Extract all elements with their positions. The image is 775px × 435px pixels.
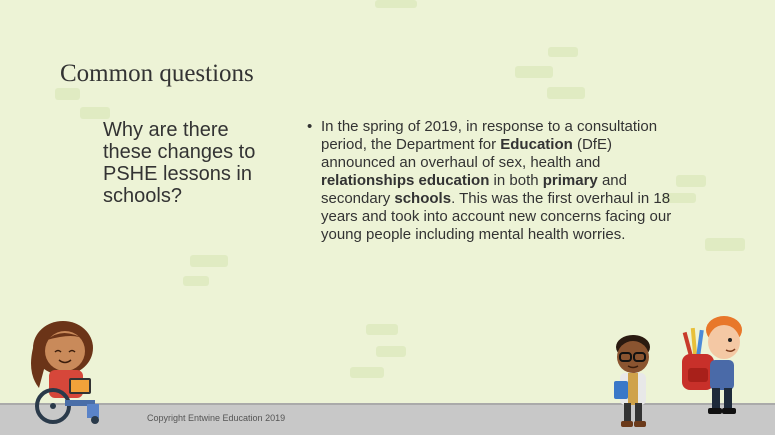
bg-brick — [55, 88, 80, 100]
answer-segment: In the spring of 2019, in response to a consultation period, the Department for — [321, 118, 658, 153]
answer-bold-segment: schools — [394, 190, 452, 207]
bullet-marker: • — [307, 118, 313, 135]
answer-bold-segment: primary — [542, 172, 598, 189]
answer-bold-segment: relationships education — [321, 172, 490, 189]
bg-brick — [705, 238, 745, 251]
answer-bold-segment: Education — [500, 136, 573, 153]
question-text: Why are there these changes to PSHE lessons in schools? — [103, 119, 256, 207]
bg-brick — [366, 324, 398, 335]
bg-brick — [80, 107, 110, 119]
girl-in-wheelchair-illustration — [25, 318, 115, 428]
slide-title: Common questions — [60, 60, 254, 87]
answer-segment: . This was the first overhaul in 18 years and took into account new concerns facing our young people including mental health worries. — [321, 190, 672, 243]
answer-segment: in both — [489, 172, 543, 189]
answer-block — [307, 118, 682, 244]
bg-brick — [375, 0, 417, 8]
bg-brick — [376, 346, 406, 357]
bg-brick — [515, 66, 553, 78]
copyright-footer: Copyright Entwine Education 2019 — [147, 413, 286, 423]
boy-with-backpack-illustration — [680, 312, 750, 422]
answer-text — [321, 118, 682, 244]
bg-brick — [350, 367, 384, 378]
boy-with-book-illustration — [606, 333, 661, 433]
answer-segment: (DfE) announced an overhaul of sex, health and — [321, 136, 612, 171]
bg-brick — [547, 87, 585, 99]
bg-brick — [548, 47, 578, 57]
answer-segment: and secondary — [321, 172, 627, 207]
bg-brick — [183, 276, 209, 286]
bg-brick — [190, 255, 228, 267]
